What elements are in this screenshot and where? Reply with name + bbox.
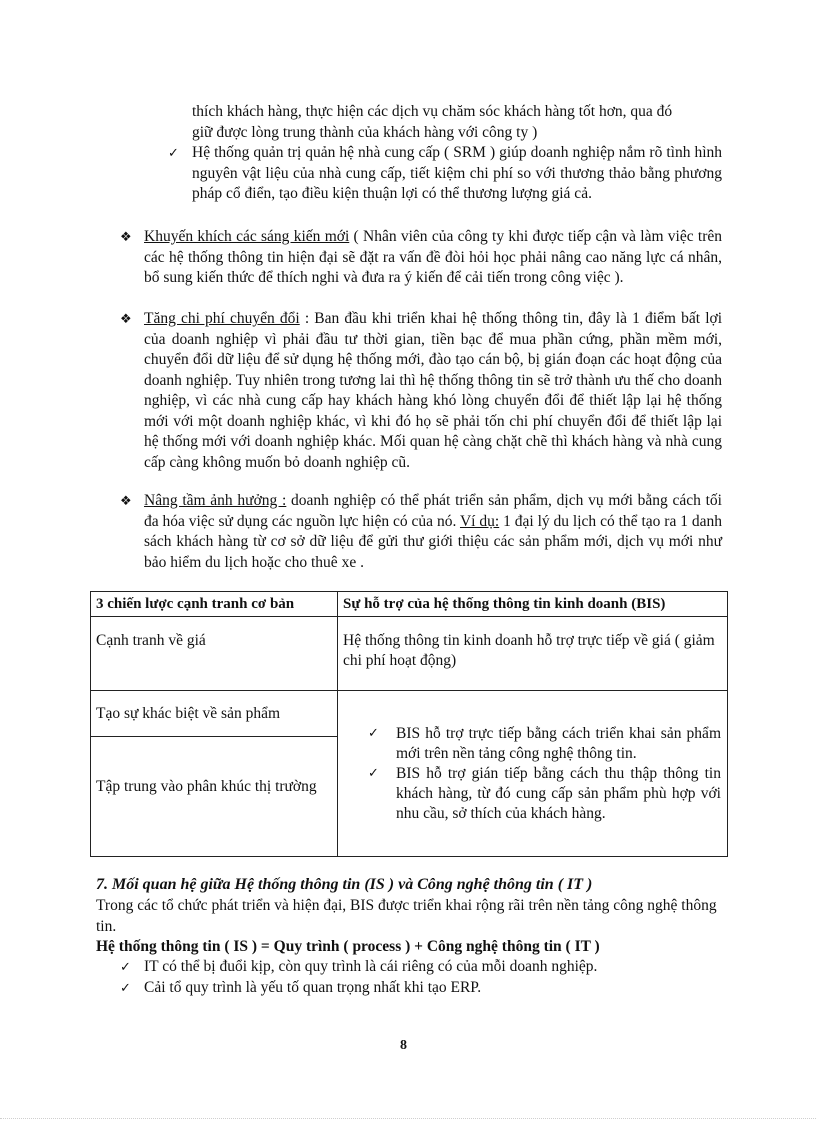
- continuation-text: [192, 102, 722, 143]
- example-label: Ví dụ:: [459, 512, 500, 530]
- check-icon: ✓: [120, 960, 131, 975]
- page-bottom-divider: [0, 1118, 816, 1119]
- table-row: [91, 691, 728, 737]
- item-switching-cost: [144, 309, 722, 473]
- item-innovation: [144, 227, 722, 289]
- section-paragraph: Trong các tổ chức phát triển và hiện đại, BIS được triển khai rộng rãi trên nền tảng công nghệ thông tin.: [96, 897, 717, 935]
- diamond-bullet-icon: ❖: [120, 230, 132, 245]
- table-header-row: [91, 592, 728, 617]
- item-switching-cost-title: Tăng chi phí chuyển đổi: [144, 310, 300, 327]
- table-cell-price: Cạnh tranh về giá: [91, 617, 338, 691]
- list-item: [368, 724, 721, 764]
- section-heading: 7. Mối quan hệ giữa Hệ thống thông tin (IS ) và Công nghệ thông tin ( IT ): [96, 876, 593, 893]
- item-leverage: [144, 491, 722, 573]
- formula-line: Hệ thống thông tin ( IS ) = Quy trình ( process ) + Công nghệ thông tin ( IT ): [96, 938, 600, 955]
- table-cell-differentiation: Tạo sự khác biệt về sản phẩm: [91, 691, 338, 737]
- table-cell-merged-support: [338, 691, 728, 857]
- check-icon: ✓: [368, 765, 379, 781]
- example-text: 1 đại lý du lịch có thể tạo ra 1 danh sách khách hàng từ cơ sở dữ liệu để gửi thư giới thiệu các sản phẩm mới, dịch vụ mới như bảo hiểm du lịch hoặc cho thuê xe .: [144, 512, 722, 571]
- list-item: [368, 764, 721, 824]
- check-icon: ✓: [168, 146, 179, 161]
- check-icon: ✓: [368, 725, 379, 741]
- table-cell-focus: Tập trung vào phân khúc thị trường: [91, 737, 338, 857]
- support-list: [368, 724, 721, 824]
- table-header-bis-support: Sự hỗ trợ của hệ thống thông tin kinh doanh (BIS): [338, 592, 728, 617]
- continuation-line-2: giữ được lòng trung thành của khách hàng với công ty ): [192, 123, 538, 141]
- continuation-line-1: thích khách hàng, thực hiện các dịch vụ chăm sóc khách hàng tốt hơn, qua đó: [192, 103, 673, 120]
- item-innovation-text: ( Nhân viên của công ty khi được tiếp cận và làm việc trên các hệ thống thông tin hiện đại sẽ đặt ra vấn đề đòi hỏi học phải nâng cao năng lực cá nhân, bổ sung kiến thức để thích nghi và đưa ra ý kiến để cải tiến trong công việc ).: [144, 228, 723, 286]
- page-number: 8: [400, 1038, 407, 1053]
- item-innovation-title: Khuyến khích các sáng kiến mới: [144, 228, 350, 245]
- table-row: [91, 617, 728, 691]
- diamond-bullet-icon: ❖: [120, 312, 132, 327]
- table-cell-price-support: Hệ thống thông tin kinh doanh hỗ trợ trực tiếp về giá ( giảm chi phí hoạt động): [338, 617, 728, 691]
- srm-bullet-text: Hệ thống quản trị quản hệ nhà cung cấp ( SRM ) giúp doanh nghiệp nắm rõ tình hình nguyên vật liệu của nhà cung cấp, tiết kiệm chi phí so với thương thảo bằng phương pháp cổ điển, tạo điều kiện thuận lợi có thể thương lượng giá cả.: [192, 144, 722, 202]
- item-leverage-title: Nâng tầm ảnh hưởng :: [144, 492, 287, 509]
- section-bullet-2: Cải tổ quy trình là yếu tố quan trọng nhất khi tạo ERP.: [144, 979, 482, 996]
- support-item-direct: BIS hỗ trợ trực tiếp bằng cách triển khai sản phẩm mới trên nền tảng công nghệ thông tin.: [396, 724, 721, 762]
- strategy-table: [90, 591, 728, 857]
- section-bullet-1: IT có thể bị đuổi kịp, còn quy trình là cái riêng có của mỗi doanh nghiệp.: [144, 958, 598, 975]
- table-header-strategies: 3 chiến lược cạnh tranh cơ bản: [91, 592, 338, 617]
- item-switching-cost-text: : Ban đầu khi triển khai hệ thống thông tin, đây là 1 điểm bất lợi của doanh nghiệp vì phải đầu tư thời gian, tiền bạc để mua phần cứng, phần mềm mới, chuyển đổi dữ liệu để sử dụng hệ thống mới, đào tạo cán bộ, bị gián đoạn các hoạt động của doanh nghiệp. Tuy nhiên trong tương lai thì hệ thống thông tin sẽ trở thành ưu thế cho doanh nghiệp, vì các nhà cung cấp hay khách hàng khó lòng chuyển đổi để thiết lập lại hệ thống mới với một doanh nghiệp khác, vì khi đó họ sẽ phải tốn chi phí chuyển đổi để thiết lập lại hệ thống mới với doanh nghiệp khác. Mối quan hệ càng chặt chẽ thì khách hàng và nhà cung cấp càng không muốn bỏ doanh nghiệp cũ.: [144, 310, 723, 471]
- check-icon: ✓: [120, 981, 131, 996]
- support-item-indirect: BIS hỗ trợ gián tiếp bằng cách thu thập thông tin khách hàng, từ đó cung cấp sản phẩm phù hợp với nhu cầu, sở thích của khách hàng.: [396, 764, 721, 822]
- item-leverage-text: doanh nghiệp có thể phát triển sản phẩm, dịch vụ mới bằng cách tối đa hóa việc sử dụng các nguồn lực hiện có của nó.: [144, 492, 722, 530]
- diamond-bullet-icon: ❖: [120, 494, 132, 509]
